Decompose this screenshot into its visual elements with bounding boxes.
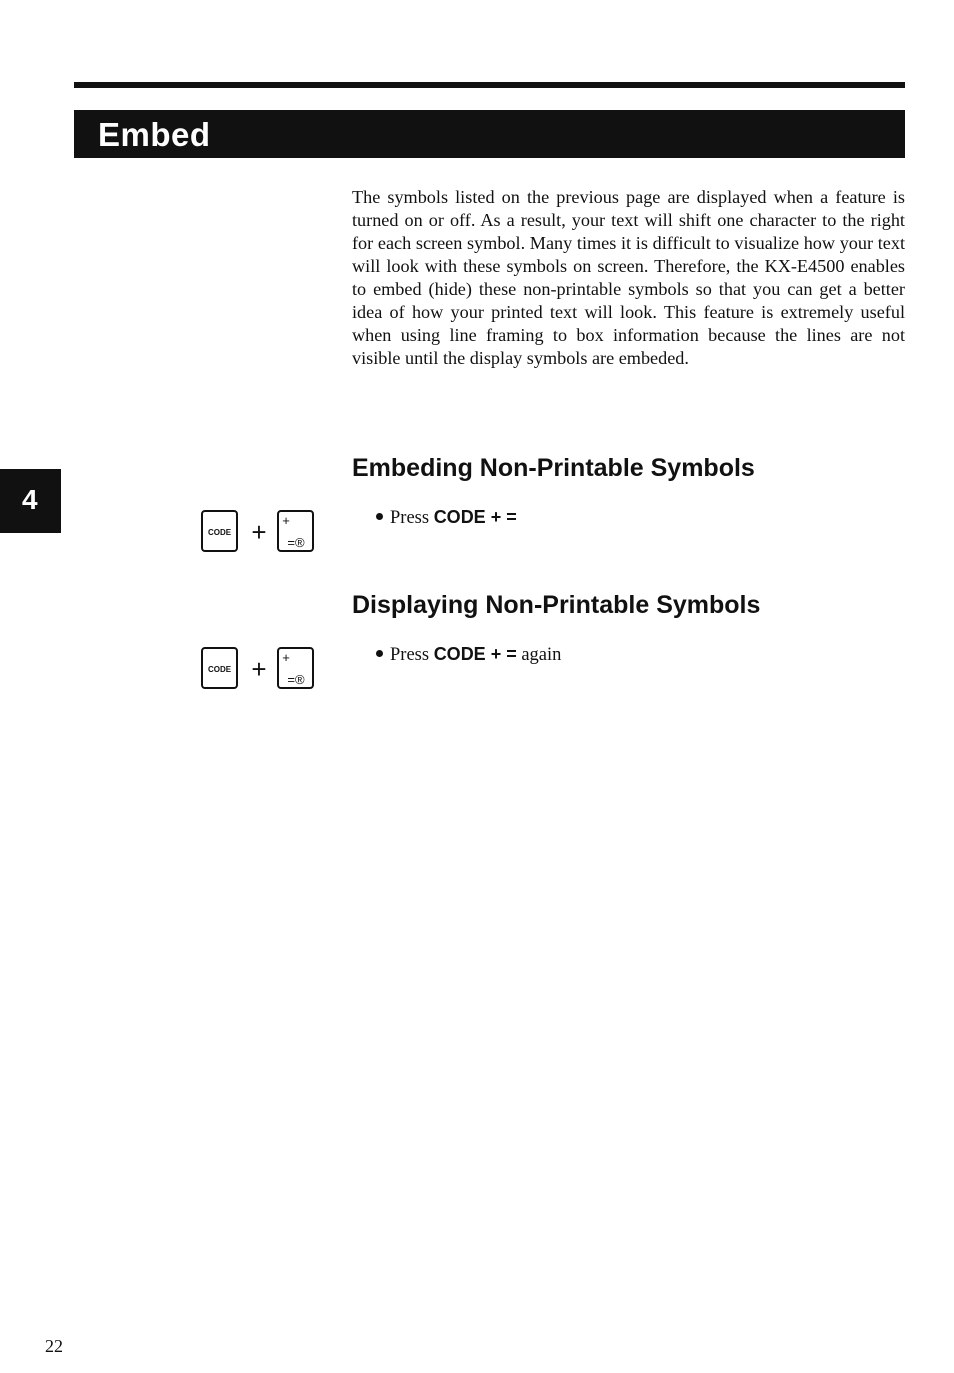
equals-key-bottom: =® (287, 535, 305, 550)
key-combo-code-equals (201, 509, 321, 555)
code-key-icon (202, 648, 237, 688)
section-heading-displaying: Displaying Non-Printable Symbols (352, 591, 761, 619)
bullet-icon (376, 650, 383, 657)
equals-key-top: + (282, 513, 290, 528)
plus-sign: + (251, 517, 267, 547)
press-label: Press (390, 508, 430, 528)
title-bar (74, 110, 905, 158)
code-key-icon (202, 511, 237, 551)
instruction-suffix: again (521, 645, 562, 665)
intro-paragraph: The symbols listed on the previous page are displayed when a feature is turned on or off. As a result, your text will shift one character to the right for each screen symbol. Many times it is difficult to visualize how your text will look with these symbols on screen. Therefore, the KX-E4500 enables to embed (hide) these non-printable symbols so that you can get a better idea of how your printed text will look. This feature is extremely useful when using line framing to box information because the lines are not visible until the display symbols are embeded. (352, 187, 905, 368)
key-sequence: CODE + = (433, 507, 517, 527)
section-heading-embeding: Embeding Non-Printable Symbols (352, 454, 755, 482)
key-sequence: CODE + = (433, 644, 517, 664)
key-combo-code-equals-again (201, 646, 321, 692)
code-key-label: CODE (207, 528, 232, 537)
chapter-number: 4 (22, 484, 38, 515)
page-title: Embed (98, 116, 211, 153)
equals-key-icon (278, 648, 313, 688)
plus-sign: + (251, 654, 267, 684)
code-key-label: CODE (207, 665, 232, 674)
instruction-display (376, 644, 561, 666)
instruction-embed (376, 507, 517, 529)
bullet-icon (376, 513, 383, 520)
equals-key-bottom: =® (287, 672, 305, 687)
equals-key-top: + (282, 650, 290, 665)
top-rule (74, 82, 905, 88)
press-label: Press (390, 645, 430, 665)
page-number: 22 (45, 1336, 63, 1356)
chapter-tab (0, 469, 61, 533)
equals-key-icon (278, 511, 313, 551)
